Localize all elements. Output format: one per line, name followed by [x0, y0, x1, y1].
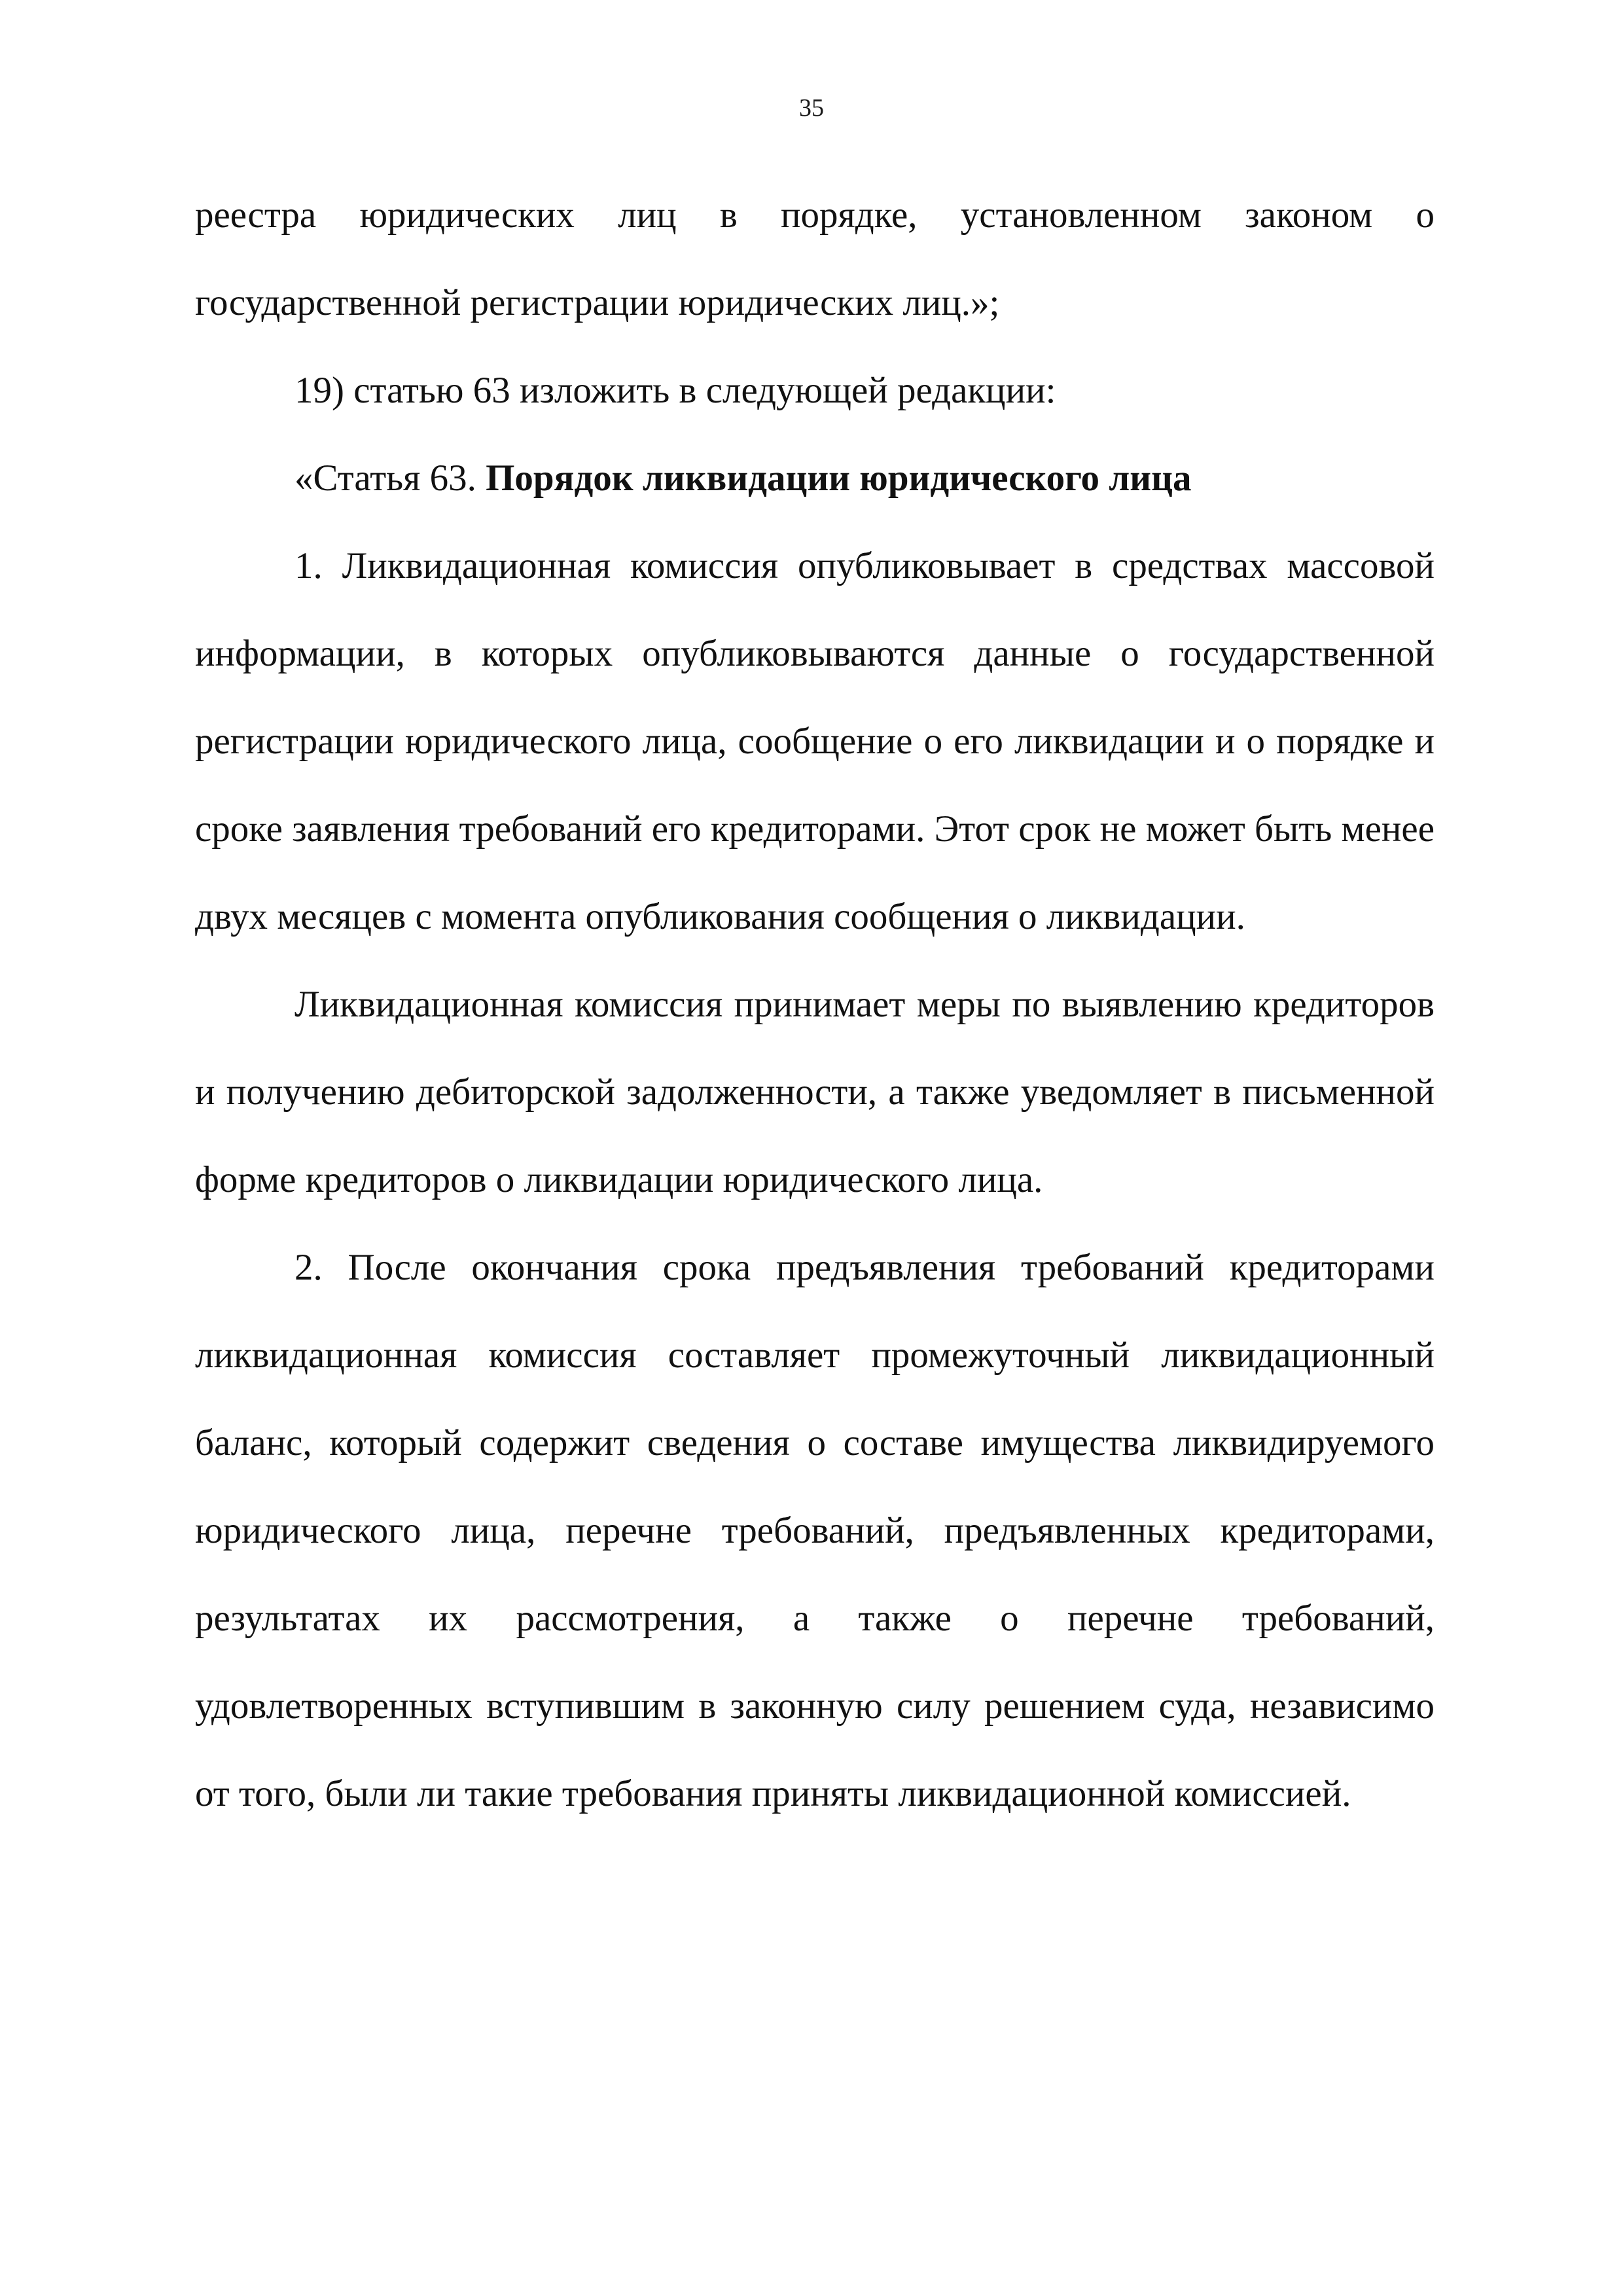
article-63-title: Порядок ликвидации юридического лица: [486, 457, 1192, 499]
paragraph-clause-1: 1. Ликвидационная комиссия опубликовывает в средствах массовой информации, в которых опубликовываются данные о государственной регистрации юридического лица, сообщение о его ликвидации и о порядке и сроке заявления требований его кредиторами. Этот срок не может быть менее двух месяцев с момента опубликования сообщения о ликвидации.: [195, 545, 1435, 937]
paragraph-clause-1-continued: Ликвидационная комиссия принимает меры по выявлению кредиторов и получению дебиторской задолженности, а также уведомляет в письменной форме кредиторов о ликвидации юридического лица.: [195, 984, 1435, 1200]
paragraph-clause-2: 2. После окончания срока предъявления требований кредиторами ликвидационная комиссия составляет промежуточный ликвидационный баланс, который содержит сведения о составе имущества ликвидируемого юридического лица, перечне требований, предъявленных кредиторами, результатах их рассмотрения, а также о перечне требований, удовлетворенных вступившим в законную силу решением суда, независимо от того, были ли такие требования приняты ликвидационной комиссией.: [195, 1247, 1435, 1814]
paragraph-item-19: 19) статью 63 изложить в следующей редакции:: [294, 370, 1056, 411]
paragraph-registry-continuation: реестра юридических лиц в порядке, установленном законом о государственной регистрации юридических лиц.»;: [195, 194, 1435, 323]
article-63-heading: [195, 435, 1435, 522]
page-number: 35: [799, 94, 824, 122]
article-63-number: «Статья 63.: [294, 457, 486, 499]
document-body: [195, 171, 1435, 1838]
